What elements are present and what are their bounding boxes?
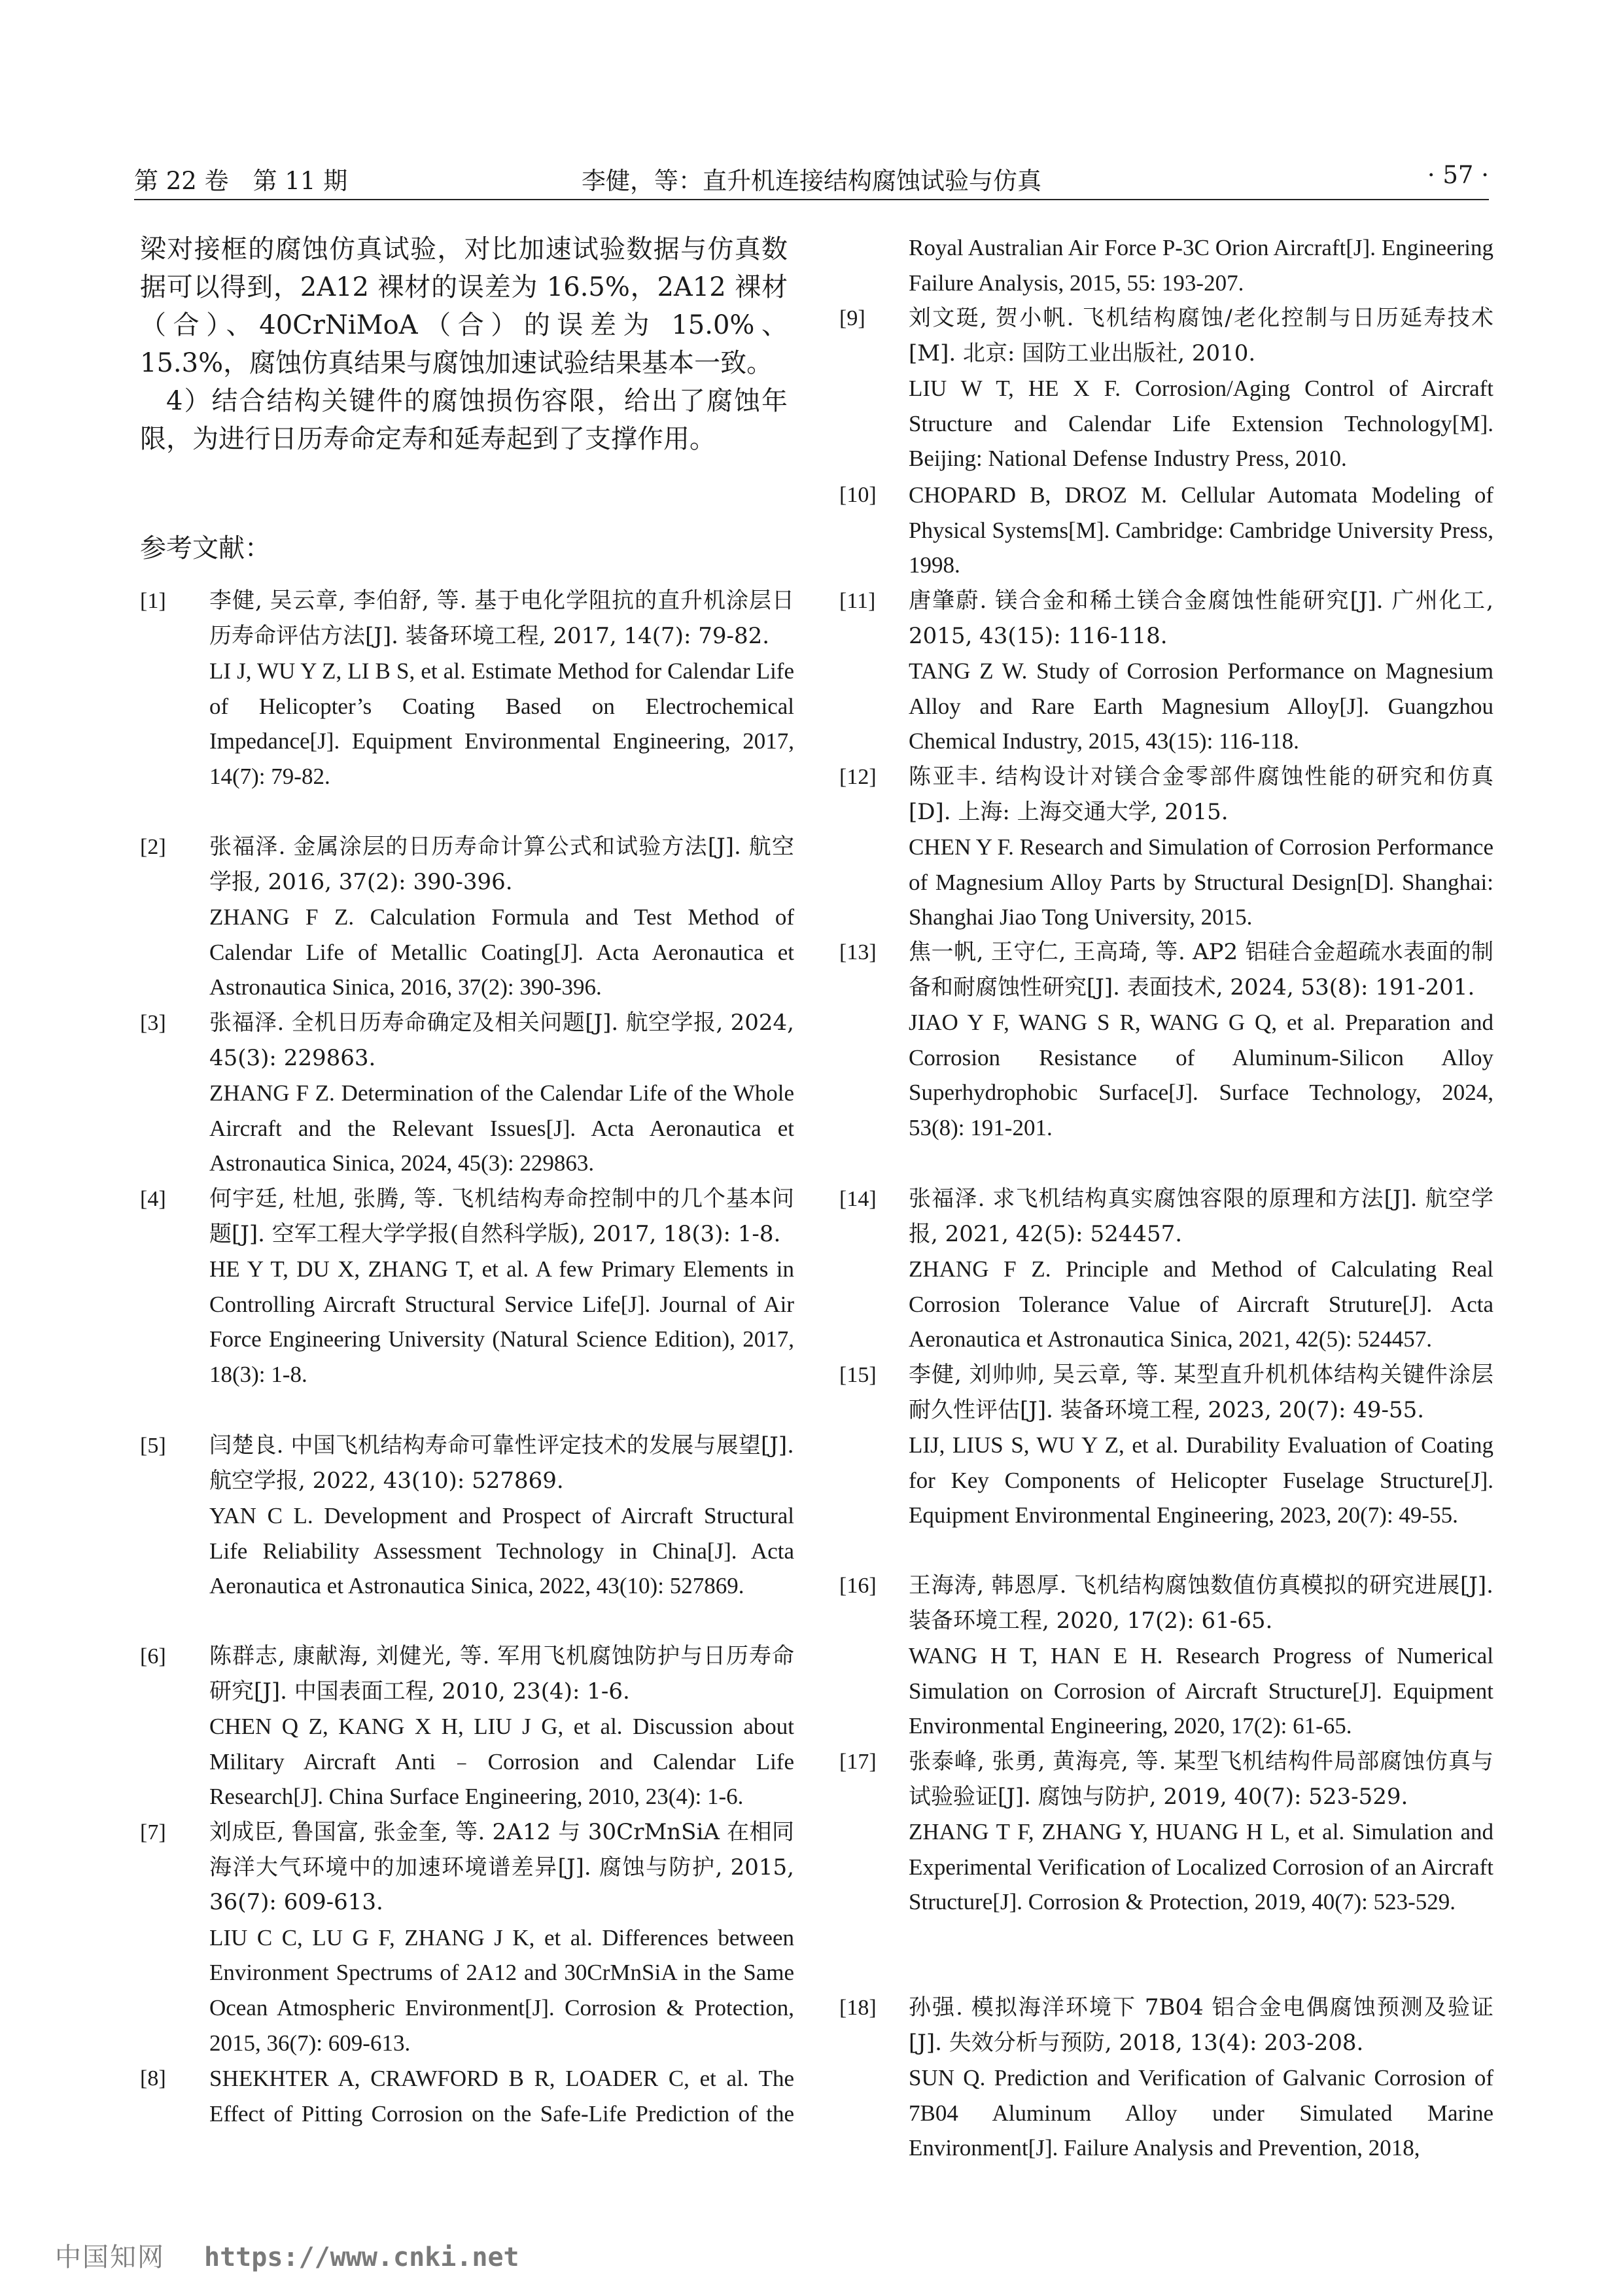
reference-number: [17]	[839, 1750, 877, 1774]
reference-en: LI J, WU Y Z, LI B S, et al. Estimate Method for Calendar Life of Helicopter’s Coating Based on Electrochemical Impedance[J]. Equipment Environmental Engineering, 2017, 14(7): 79-82.	[209, 658, 794, 789]
reference-zh: 张福泽. 金属涂层的日历寿命计算公式和试验方法[J]. 航空学报, 2016, 37(2): 390-396.	[209, 834, 794, 895]
reference-number: [18]	[839, 1996, 877, 2020]
reference-number: [10]	[839, 483, 877, 507]
reference-number: [14]	[839, 1187, 877, 1211]
reference-en: CHOPARD B, DROZ M. Cellular Automata Modeling of Physical Systems[M]. Cambridge: Cambridge University Press, 1998.	[909, 482, 1493, 578]
reference-zh: 刘成臣, 鲁国富, 张金奎, 等. 2A12 与 30CrMnSiA 在相同海洋大气环境中的加速环境谱差异[J]. 腐蚀与防护, 2015, 36(7): 609-613.	[209, 1819, 794, 1916]
reference-number: [15]	[839, 1363, 877, 1387]
running-header	[134, 154, 1489, 196]
reference-number: [1]	[140, 589, 166, 613]
reference-en: HE Y T, DU X, ZHANG T, et al. A few Primary Elements in Controlling Aircraft Structural Service Life[J]. Journal of Air Force Engineering University (Natural Science Edition), 2017, 18(3): 1-8.	[209, 1256, 794, 1387]
reference-en: CHEN Y F. Research and Simulation of Corrosion Performance of Magnesium Alloy Parts by Structural Design[D]. Shanghai: Shanghai Jiao Tong University, 2015.	[909, 834, 1493, 930]
cnki-url[interactable]: https://www.cnki.net	[204, 2242, 519, 2272]
reference-en: ZHANG F Z. Principle and Method of Calculating Real Corrosion Tolerance Value of Aircraft Struture[J]. Acta Aeronautica et Astronautica Sinica, 2021, 42(5): 524457.	[909, 1256, 1493, 1352]
reference-en-continued: Royal Australian Air Force P-3C Orion Aircraft[J]. Engineering Failure Analysis, 2015, 55: 193-207.	[909, 235, 1493, 296]
reference-en: LIU W T, HE X F. Corrosion/Aging Control of Aircraft Structure and Calendar Life Extension Technology[M]. Beijing: National Defense Industry Press, 2010.	[909, 376, 1493, 472]
reference-number: [8]	[140, 2066, 166, 2091]
reference-number: [13]	[839, 940, 877, 964]
reference-en: WANG H T, HAN E H. Research Progress of Numerical Simulation on Corrosion of Aircraft Structure[J]. Equipment Environmental Engineering, 2020, 17(2): 61-65.	[909, 1643, 1493, 1739]
reference-number: [7]	[140, 1820, 166, 1845]
reference-zh: 焦一帆, 王守仁, 王高琦, 等. AP2 铝硅合金超疏水表面的制备和耐腐蚀性研究[J]. 表面技术, 2024, 53(8): 191-201.	[909, 939, 1493, 1000]
reference-en: TANG Z W. Study of Corrosion Performance on Magnesium Alloy and Rare Earth Magnesium Alloy[J]. Guangzhou Chemical Industry, 2015, 43(15): 116-118.	[909, 658, 1493, 754]
volume-issue: 第 22 卷 第 11 期	[134, 167, 348, 195]
reference-zh: 刘文珽, 贺小帆. 飞机结构腐蚀/老化控制与日历延寿技术[M]. 北京: 国防工业出版社, 2010.	[909, 305, 1493, 366]
reference-number: [11]	[839, 589, 876, 613]
reference-en: JIAO Y F, WANG S R, WANG G Q, et al. Preparation and Corrosion Resistance of Aluminum-Silicon Alloy Superhydrophobic Surface[J]. Surface Technology, 2024, 53(8): 191-201.	[909, 1010, 1493, 1140]
reference-zh: 王海涛, 韩恩厚. 飞机结构腐蚀数值仿真模拟的研究进展[J]. 装备环境工程, 2020, 17(2): 61-65.	[909, 1572, 1493, 1634]
reference-en: CHEN Q Z, KANG X H, LIU J G, et al. Discussion about Military Aircraft Anti﹣Corrosion and Calendar Life Research[J]. China Surface Engineering, 2010, 23(4): 1-6.	[209, 1714, 794, 1810]
reference-number: [4]	[140, 1187, 166, 1211]
reference-en: SUN Q. Prediction and Verification of Galvanic Corrosion of 7B04 Aluminum Alloy under Simulated Marine Environment[J]. Failure Analysis and Prevention, 2018,	[909, 2065, 1493, 2161]
reference-en: YAN C L. Development and Prospect of Aircraft Structural Life Reliability Assessment Technology in China[J]. Acta Aeronautica et Astronautica Sinica, 2022, 43(10): 527869.	[209, 1503, 794, 1599]
reference-zh: 陈群志, 康献海, 刘健光, 等. 军用飞机腐蚀防护与日历寿命研究[J]. 中国表面工程, 2010, 23(4): 1-6.	[209, 1643, 794, 1704]
header-rule	[134, 199, 1489, 200]
body-paragraph: 梁对接框的腐蚀仿真试验，对比加速试验数据与仿真数据可以得到，2A12 裸材的误差为 16.5%，2A12 裸材（合）、40CrNiMoA（合）的误差为 15.0%、15.3%，腐蚀仿真结果与腐蚀加速试验结果基本一致。	[140, 234, 788, 378]
reference-zh: 张福泽. 全机日历寿命确定及相关问题[J]. 航空学报, 2024, 45(3): 229863.	[209, 1010, 794, 1071]
reference-number: [9]	[839, 306, 865, 330]
reference-zh: 张泰峰, 张勇, 黄海亮, 等. 某型飞机结构件局部腐蚀仿真与试验验证[J]. 腐蚀与防护, 2019, 40(7): 523-529.	[909, 1748, 1493, 1810]
body-paragraph: 4）结合结构关键件的腐蚀损伤容限，给出了腐蚀年限，为进行日历寿命定寿和延寿起到了支撑作用。	[140, 386, 788, 454]
reference-en: ZHANG F Z. Calculation Formula and Test Method of Calendar Life of Metallic Coating[J]. Acta Aeronautica et Astronautica Sinica, 2016, 37(2): 390-396.	[209, 904, 794, 1000]
references-title: 参考文献：	[140, 533, 271, 563]
reference-zh: 唐肇蔚. 镁合金和稀土镁合金腐蚀性能研究[J]. 广州化工, 2015, 43(15): 116-118.	[909, 588, 1493, 649]
reference-zh: 孙强. 模拟海洋环境下 7B04 铝合金电偶腐蚀预测及验证[J]. 失效分析与预防, 2018, 13(4): 203-208.	[909, 1994, 1493, 2056]
reference-zh: 闫楚良. 中国飞机结构寿命可靠性评定技术的发展与展望[J]. 航空学报, 2022, 43(10): 527869.	[209, 1432, 794, 1494]
reference-zh: 陈亚丰. 结构设计对镁合金零部件腐蚀性能的研究和仿真[D]. 上海: 上海交通大学, 2015.	[909, 764, 1493, 825]
reference-zh: 李健, 刘帅帅, 吴云章, 等. 某型直升机机体结构关键件涂层耐久性评估[J]. 装备环境工程, 2023, 20(7): 49-55.	[909, 1362, 1493, 1423]
reference-en: LIJ, LIUS S, WU Y Z, et al. Durability Evaluation of Coating for Key Components of Helicopter Fuselage Structure[J]. Equipment Environmental Engineering, 2023, 20(7): 49-55.	[909, 1432, 1493, 1528]
reference-number: [5]	[140, 1434, 166, 1458]
reference-number: [16]	[839, 1574, 877, 1598]
watermark-footer	[55, 2236, 519, 2274]
reference-en: ZHANG T F, ZHANG Y, HUANG H L, et al. Simulation and Experimental Verification of Localized Corrosion of an Aircraft Structure[J]. Corrosion & Protection, 2019, 40(7): 523-529.	[909, 1819, 1493, 1915]
cnki-logo: 中国知网	[55, 2242, 165, 2272]
reference-zh: 何宇廷, 杜旭, 张腾, 等. 飞机结构寿命控制中的几个基本问题[J]. 空军工程大学学报(自然科学版), 2017, 18(3): 1-8.	[209, 1186, 794, 1247]
reference-en: LIU C C, LU G F, ZHANG J K, et al. Differences between Environment Spectrums of 2A12 and 30CrMnSiA in the Same Ocean Atmospheric Environment[J]. Corrosion & Protection, 2015, 36(7): 609-613.	[209, 1924, 794, 2056]
reference-zh: 张福泽. 求飞机结构真实腐蚀容限的原理和方法[J]. 航空学报, 2021, 42(5): 524457.	[909, 1186, 1493, 1247]
running-title: 李健，等：直升机连接结构腐蚀试验与仿真	[582, 167, 1041, 195]
reference-en: SHEKHTER A, CRAWFORD B R, LOADER C, et al. The Effect of Pitting Corrosion on the Safe-Life Prediction of the	[209, 2066, 794, 2127]
reference-number: [12]	[839, 765, 877, 789]
reference-en: ZHANG F Z. Determination of the Calendar Life of the Whole Aircraft and the Relevant Issues[J]. Acta Aeronautica et Astronautica Sinica, 2024, 45(3): 229863.	[209, 1080, 794, 1176]
reference-number: [6]	[140, 1644, 166, 1669]
reference-zh: 李健, 吴云章, 李伯舒, 等. 基于电化学阻抗的直升机涂层日历寿命评估方法[J]. 装备环境工程, 2017, 14(7): 79-82.	[209, 588, 794, 649]
reference-number: [2]	[140, 835, 166, 859]
page-number: · 57 ·	[1427, 161, 1489, 189]
reference-number: [3]	[140, 1011, 166, 1035]
